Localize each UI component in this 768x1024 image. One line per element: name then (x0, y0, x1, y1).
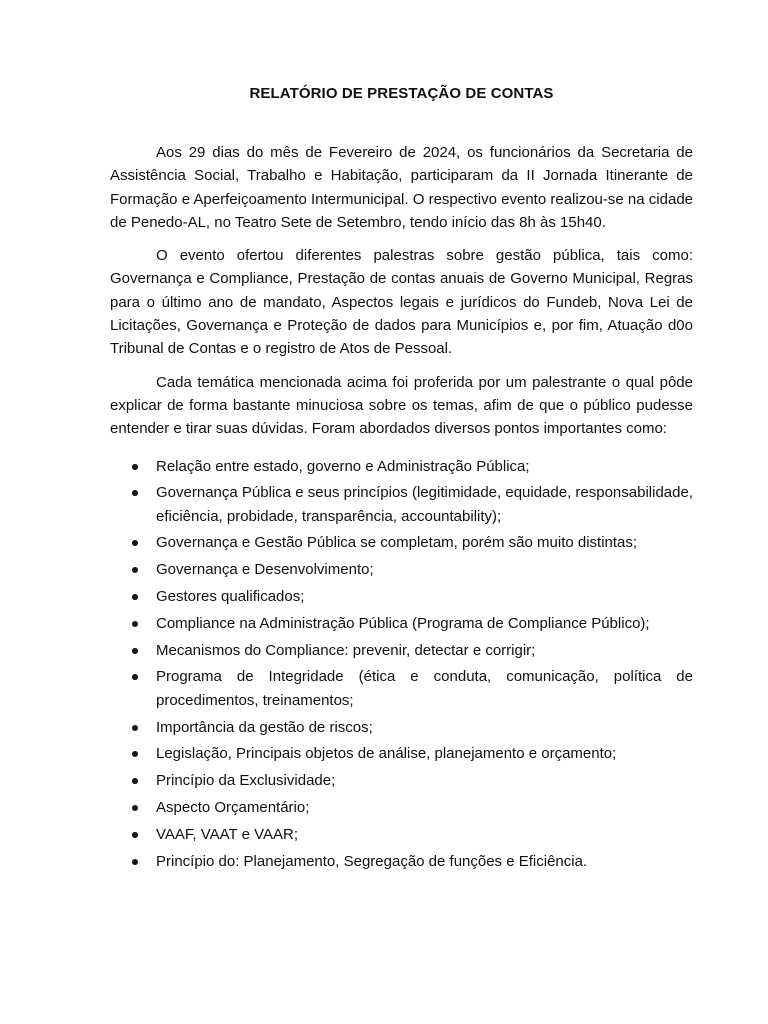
list-item-text: Governança e Gestão Pública se completam, porém são muito distintas; (156, 534, 638, 552)
paragraph-1: Aos 29 dias do mês de Fevereiro de 2024, os funcionários da Secretaria de Assistência Social, Trabalho e Habitação, participaram da II Jornada Itinerante de Formação e Aperfeiçoamento Intermunicipal. O respectivo evento realizou-se na cidade de Penedo-AL, no Teatro Sete de Setembro, tendo início das 8h às 15h40. (110, 144, 693, 231)
bullet-icon (132, 674, 138, 680)
list-item (110, 769, 693, 792)
list-item-text: Princípio do: Planejamento, Segregação de funções e Eficiência. (156, 852, 588, 870)
document-title: RELATÓRIO DE PRESTAÇÃO DE CONTAS (249, 85, 554, 102)
bullet-icon (132, 805, 138, 811)
list-item (110, 585, 693, 608)
list-item-text: Gestores qualificados; (156, 588, 305, 606)
list-item (110, 850, 693, 873)
bullet-icon (132, 832, 138, 838)
bullet-icon (132, 464, 138, 470)
bullet-icon (132, 540, 138, 546)
list-item-text: Compliance na Administração Pública (Programa de Compliance Público); (156, 614, 650, 632)
list-item-text: Relação entre estado, governo e Administração Pública; (156, 457, 530, 475)
bullet-icon (132, 490, 138, 496)
list-item-text: Governança e Desenvolvimento; (156, 561, 374, 579)
list-item-text: Mecanismos do Compliance: prevenir, detectar e corrigir; (156, 641, 536, 659)
list-item-text: Importância da gestão de riscos; (156, 718, 373, 736)
list-item-text: Legislação, Principais objetos de análise, planejamento e orçamento; (156, 745, 617, 763)
paragraph-3: Cada temática mencionada acima foi proferida por um palestrante o qual pôde explicar de forma bastante minuciosa sobre os temas, afim de que o público pudesse entender e tirar suas dúvidas. Foram abordados diversos pontos importantes como: (110, 373, 693, 438)
paragraph-2: O evento ofertou diferentes palestras sobre gestão pública, tais como: Governança e Compliance, Prestação de contas anuais de Governo Municipal, Regras para o último ano de mandato, Aspectos legais e jurídicos do Fundeb, Nova Lei de Licitações, Governança e Proteção de dados para Municípios e, por fim, Atuação d0o Tribunal de Contas e o registro de Atos de Pessoal. (110, 247, 693, 358)
bullet-icon (132, 778, 138, 784)
bullet-icon (132, 567, 138, 573)
document-page (110, 84, 693, 876)
bullet-icon (132, 594, 138, 600)
list-item-text: Governança Pública e seus princípios (legitimidade, equidade, responsabilidade, eficiência, probidade, transparência, accountability); (156, 484, 693, 525)
list-item (110, 796, 693, 819)
list-item-text: VAAF, VAAT e VAAR; (156, 825, 298, 843)
list-item (110, 639, 693, 662)
topics-list (110, 455, 693, 873)
list-item (110, 716, 693, 739)
list-item (110, 742, 693, 765)
list-item (110, 455, 693, 478)
list-item (110, 531, 693, 554)
list-item (110, 612, 693, 635)
bullet-icon (132, 725, 138, 731)
list-item-text: Princípio da Exclusividade; (156, 772, 336, 790)
bullet-icon (132, 859, 138, 865)
list-item (110, 558, 693, 581)
list-item (110, 665, 693, 712)
list-item (110, 481, 693, 528)
list-item (110, 823, 693, 846)
bullet-icon (132, 621, 138, 627)
bullet-icon (132, 648, 138, 654)
list-item-text: Programa de Integridade (ética e conduta, comunicação, política de procedimentos, treinamentos; (156, 668, 693, 709)
list-item-text: Aspecto Orçamentário; (156, 798, 310, 816)
bullet-icon (132, 751, 138, 757)
